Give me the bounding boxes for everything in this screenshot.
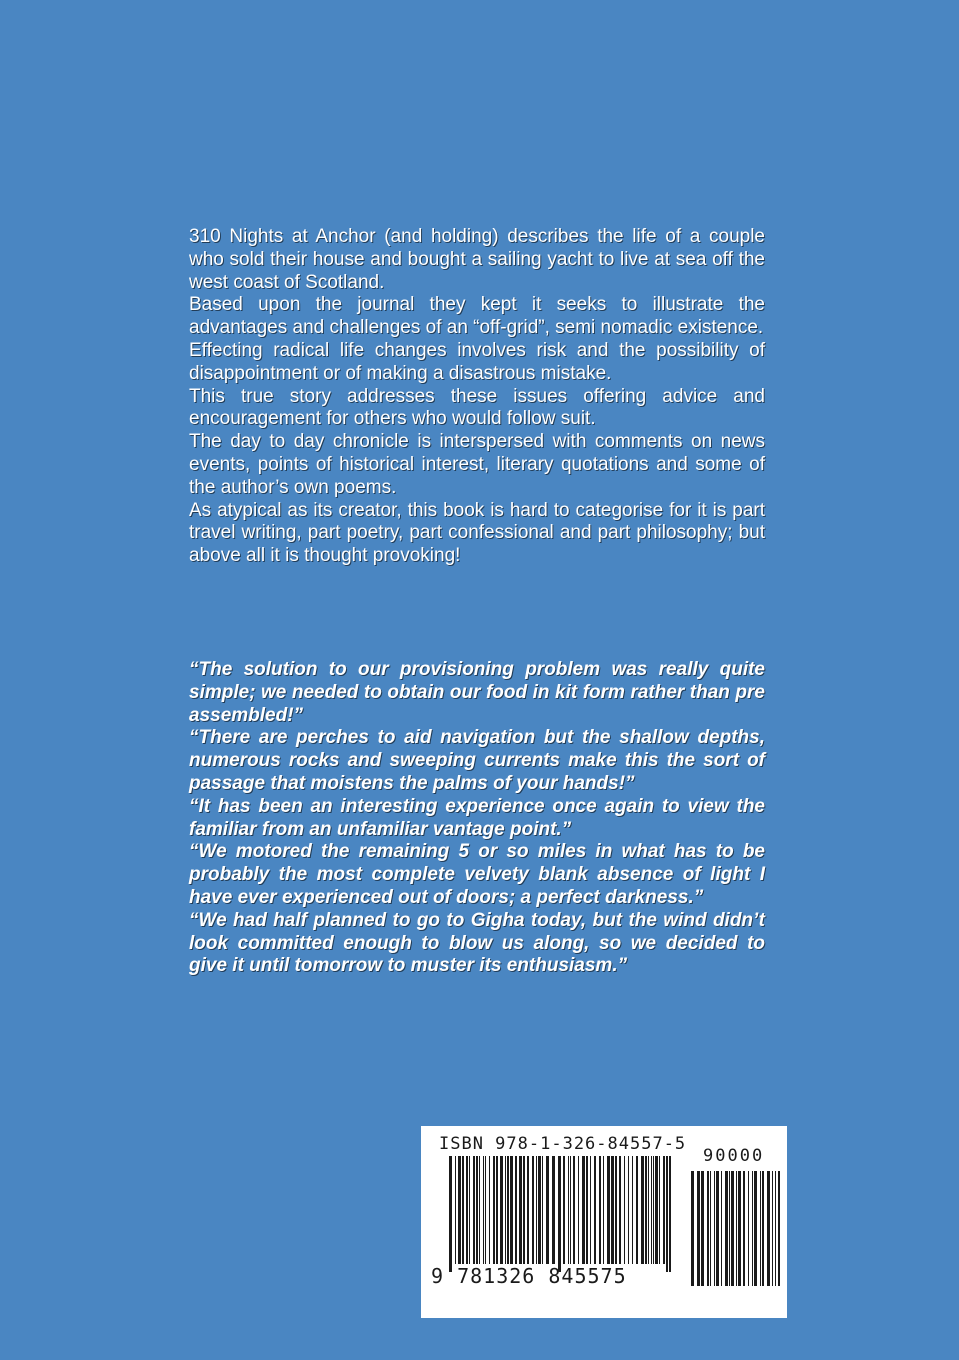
barcode-bar — [716, 1171, 719, 1286]
barcode-bar — [632, 1156, 633, 1264]
barcode-bar — [663, 1156, 665, 1264]
barcode-bar — [568, 1156, 569, 1264]
barcode-bar — [624, 1156, 625, 1264]
price-code: 90000 — [703, 1146, 765, 1166]
barcode-bar — [590, 1156, 591, 1264]
barcode-bar — [466, 1156, 468, 1264]
isbn-label: ISBN 978-1-326-84557-5 — [439, 1134, 687, 1154]
blurb-text — [189, 226, 765, 568]
barcode-bar — [485, 1156, 486, 1264]
quote: “We motored the remaining 5 or so miles in what has to be probably the most complete velvety blank absence of light I have ever experienced out of doors; a perfect darkness.” — [189, 841, 765, 908]
barcode-bar — [505, 1156, 506, 1264]
barcode-bar — [483, 1156, 484, 1264]
barcode-bar — [748, 1171, 749, 1286]
barcode-bar — [489, 1156, 490, 1264]
barcode-bar — [778, 1171, 780, 1286]
barcode-bar — [469, 1156, 470, 1264]
barcode-bar — [558, 1156, 561, 1272]
barcode-bar — [710, 1171, 711, 1286]
barcode-bar — [736, 1171, 737, 1286]
blurb-paragraph: The day to day chronicle is interspersed with comments on news events, points of historical interest, literary quotations and some of the author’s own poems. — [189, 431, 765, 498]
quotes-section — [189, 659, 765, 978]
barcode-bar — [546, 1156, 549, 1264]
barcode-bar — [500, 1156, 503, 1264]
barcode-bar — [669, 1156, 671, 1272]
barcode-bar — [563, 1156, 565, 1264]
barcode-bar — [697, 1171, 700, 1286]
barcode-bar — [775, 1171, 776, 1286]
barcode-bar — [515, 1156, 517, 1264]
barcode-digits: 9 781326 845575 — [431, 1264, 627, 1288]
barcode-bar — [615, 1156, 617, 1264]
blurb-paragraph: Effecting radical life changes involves risk and the possibility of disappointment or of making a disastrous mistake. — [189, 339, 765, 384]
barcode-bar — [519, 1156, 522, 1264]
barcode-bar — [641, 1156, 644, 1264]
barcode-bar — [653, 1156, 654, 1264]
barcode-bar — [473, 1156, 475, 1264]
quote: “There are perches to aid navigation but the shallow depths, numerous rocks and sweeping currents make this the sort of passage that moistens the palms of your hands!” — [189, 727, 765, 794]
blurb-paragraph: 310 Nights at Anchor (and holding) describes the life of a couple who sold their house and bought a sailing yacht to live at sea off the west coast of Scotland. — [189, 226, 765, 293]
barcode-bar — [538, 1156, 541, 1264]
barcode-bar — [449, 1156, 452, 1272]
barcode-bar — [762, 1171, 764, 1286]
isbn-barcode — [421, 1126, 787, 1318]
barcode-bar — [743, 1171, 745, 1286]
barcode-bar — [607, 1156, 610, 1264]
barcode-bar — [527, 1156, 529, 1264]
barcode-bar — [479, 1156, 480, 1264]
barcode-bar — [648, 1156, 649, 1264]
barcode-bar — [455, 1156, 456, 1264]
blurb-paragraph: This true story addresses these issues offering advice and encouragement for others who would follow suit. — [189, 385, 765, 430]
barcode-bar — [691, 1171, 694, 1286]
barcode-bar — [458, 1156, 461, 1264]
blurb-paragraph: As atypical as its creator, this book is hard to categorise for it is part travel writing, part poetry, part confessional and part philosophy; but above all it is thought provoking! — [189, 499, 765, 567]
barcode-bar — [636, 1156, 638, 1264]
barcode-bar — [462, 1156, 464, 1264]
barcode-bar — [586, 1156, 588, 1264]
barcode-bar — [582, 1156, 585, 1264]
blurb-paragraph: Based upon the journal they kept it seeks to illustrate the advantages and challenges of an “off-grid”, semi nomadic existence. — [189, 294, 765, 339]
barcode-bar — [603, 1156, 604, 1264]
barcode-bar — [659, 1156, 660, 1264]
barcode-bar — [578, 1156, 579, 1264]
barcode-bar — [655, 1156, 658, 1264]
barcode-bar — [628, 1156, 629, 1264]
barcode-bar — [666, 1156, 668, 1272]
barcode-bar — [645, 1156, 647, 1264]
barcode-bar — [619, 1156, 621, 1264]
barcode-bar — [507, 1156, 509, 1264]
barcode-bar — [476, 1156, 478, 1264]
barcode-bar — [496, 1156, 498, 1264]
barcode-bar — [721, 1171, 722, 1286]
barcode-bar — [611, 1156, 614, 1264]
barcode-bar — [752, 1171, 753, 1286]
barcode-bar — [725, 1171, 728, 1286]
barcode-bar — [767, 1171, 770, 1286]
barcode-bar — [599, 1156, 601, 1264]
barcode-bar — [714, 1171, 715, 1286]
barcode-bar — [772, 1171, 773, 1286]
barcode-bar — [707, 1171, 709, 1286]
barcode-bar — [738, 1171, 741, 1286]
barcode-bar — [760, 1171, 761, 1286]
barcode-bar — [523, 1156, 525, 1264]
barcode-bar — [731, 1171, 734, 1286]
barcode-bar — [570, 1156, 571, 1264]
barcode-bar — [510, 1156, 513, 1264]
barcode-bar — [754, 1171, 757, 1286]
barcode-bar — [532, 1156, 534, 1264]
barcode-bar — [573, 1156, 575, 1264]
barcode-bar — [542, 1156, 543, 1264]
barcode-bar — [651, 1156, 652, 1264]
barcode-bar — [729, 1171, 730, 1286]
quote: “It has been an interesting experience once again to view the familiar from an unfamiliar vantage point.” — [189, 795, 765, 840]
barcode-bar — [536, 1156, 537, 1264]
barcode-bar — [701, 1171, 704, 1286]
barcode-bar — [493, 1156, 495, 1264]
quote: “We had half planned to go to Gigha today, but the wind didn’t look committed enough to blow us along, so we decided to give it until tomorrow to muster its enthusiasm.” — [189, 909, 765, 977]
barcode-bar — [552, 1156, 555, 1264]
barcode-bar — [594, 1156, 596, 1264]
quote: “The solution to our provisioning problem was really quite simple; we needed to obtain our food in kit form rather than pre assembled!” — [189, 659, 765, 726]
